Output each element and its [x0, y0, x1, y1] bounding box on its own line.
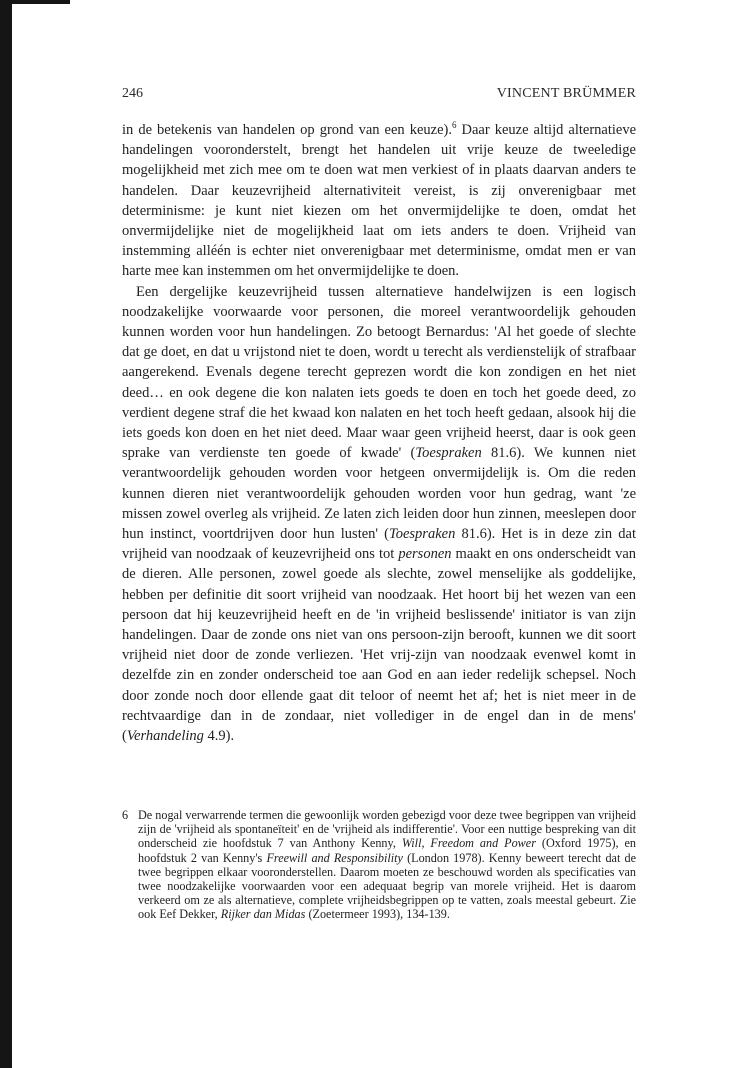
paragraph-2-text-e: 4.9).: [203, 728, 235, 745]
citation-toespraken-2: Toespraken: [389, 526, 456, 543]
main-text: [122, 120, 636, 746]
citation-verhandeling: Verhandeling: [126, 728, 204, 745]
footnote-text-3: (London 1978). Kenny beweert terecht dat de twee begrippen elkaar vooronderstellen. Daarom moeten ze beschouwd worden als specificaties van twee noodzakelijke voorwaarden voor een adequaat begrip van morele vrijheid. Het is daarom verkeerd om ze als alternatieve, complete vrijheidsbegrippen op te vatten, zoals meestal gebeurt. Zie ook Eef Dekker,: [138, 850, 636, 922]
emphasis-personen: personen: [398, 546, 452, 563]
paragraph-2-text-c: 81.6). Het is in deze zin dat vrijheid van noodzaak of keuzevrijheid ons tot: [122, 526, 637, 563]
paragraph-2: [122, 282, 636, 747]
footnote-number: 6: [122, 808, 129, 822]
running-head-author: VINCENT BRÜMMER: [496, 86, 636, 101]
footnote-6: [122, 808, 636, 922]
page-scan-edge-top: [0, 0, 70, 4]
book-title-rijker-dan-midas: Rijker dan Midas: [220, 907, 306, 922]
paragraph-2-text: Een dergelijke keuzevrijheid tussen alternatieve handelwijzen is een logisch noodzakelijke voorwaarde voor personen, die moreel verantwoordelijk gehouden kunnen worden voor hun handelingen. Zo betoogt Bernardus: 'Al het goede of slechte dat ge doet, en dat u vrijstond niet te doen, wordt u terecht als verdienstelijk of strafbaar aangerekend. Evenals degene terecht geprezen wordt die kon zondigen en het niet deed… en ook degene die kon nalaten iets goeds te doen en toch het goede deed, zo verdient degene straf die het kwaad kon nalaten en het toch heeft gedaan, alsook hij die iets goeds kon doen en het niet deed. Maar waar geen vrijheid heerst, daar is ook geen sprake van verdienste ten goede of kwade' (: [122, 283, 636, 462]
paragraph-1-text: in de betekenis van handelen op grond van een keuze).: [122, 122, 452, 138]
page-number: 246: [122, 86, 143, 101]
paragraph-2-text-b: 81.6). We kunnen niet verantwoordelijk gehouden worden voor hetgeen onvermijdelijk is. Om die reden kunnen dieren niet verantwoordelijk gehouden worden voor hun gedrag, want 'ze missen zowel overleg als vrijheid. Ze laten zich leiden door hun zinnen, meeslepen door hun instinct, voortdrijven door hun lusten' (: [122, 445, 636, 543]
footnote-text-4: (Zoetermeer 1993), 134-139.: [305, 907, 450, 922]
running-header: [122, 86, 636, 106]
footnote-reference: 6: [451, 120, 457, 131]
page-scan-edge: [0, 0, 12, 1068]
footnote-text-2: (Oxford 1975), en hoofdstuk 2 van Kenny's: [138, 836, 637, 865]
footnote-text: [138, 808, 636, 922]
footnote-text-1: De nogal verwarrende termen die gewoonlijk worden gebezigd voor deze twee begrippen van vrijheid zijn de 'vrijheid als spontaneïteit' en de 'vrijheid als indifferentie'. Voor een nuttige bespreking van dit onderscheid zie hoofdstuk 7 van Anthony Kenny,: [138, 808, 636, 851]
book-title-freewill-responsibility: Freewill and Responsibility: [266, 850, 403, 865]
citation-toespraken: Toespraken: [415, 445, 482, 462]
paragraph-1: [122, 120, 636, 282]
book-title-will-freedom-power: Will, Freedom and Power: [401, 836, 536, 851]
footnotes: [122, 808, 636, 922]
paragraph-2-text-d: maakt en ons onderscheidt van de dieren. Alle personen, zowel goede als slechte, zowel menselijke als goddelijke, hebben per definitie dit soort vrijheid van noodzaak. Het hoort bij het wezen van een persoon dat hij keuzevrijheid heeft en de 'in vrijheid beslissende' initiator is van zijn handelingen. Daar de zonde ons niet van ons persoon-zijn berooft, kunnen we dit soort vrijheid niet door de zonde verliezen. 'Het vrij-zijn van noodzaak evenwel komt in dezelfde zin en zonder onderscheid toe aan God en aan ieder redelijk schepsel. Noch door zonde noch door ellende gaat dit teloor of neemt het af; het is niet meer in de rechtvaardige dan in de zondaar, niet vollediger in de engel dan in de mens' (: [122, 546, 637, 745]
paragraph-1-text-cont: Daar keuze altijd alternatieve handelingen vooronderstelt, brengt het handelen uit vrije keuze de tweeledige mogelijkheid met zich mee om te doen wat men verkiest of in plaats daarvan anders te handelen. Daar keuzevrijheid alternativiteit vereist, is zij onverenigbaar met determinisme: je kunt niet kiezen om het onvermijdelijke te doen, omdat het onvermijdelijke niet de mogelijkheid laat om iets anders te doen. Vrijheid van instemming alléén is echter niet onverenigbaar met determinisme, omdat men er van harte mee kan instemmen om het onvermijdelijke te doen.: [122, 122, 637, 280]
